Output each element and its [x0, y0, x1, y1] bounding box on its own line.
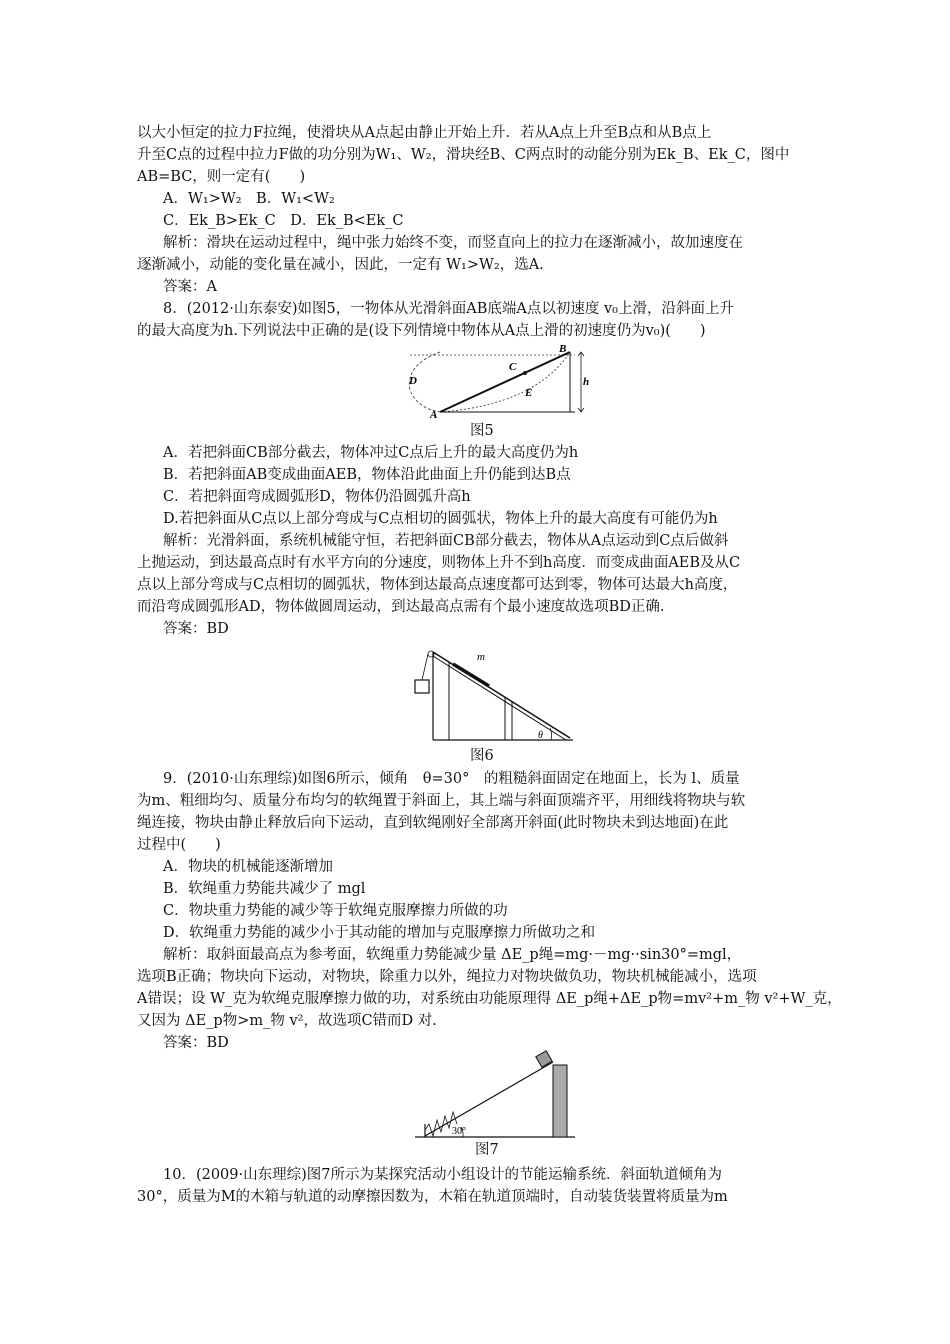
figure-5-label-b: B	[559, 343, 567, 355]
q7-text-line-2: 升至C点的过程中拉力F做的功分别为W₁、W₂，滑块经B、C两点时的动能分别为Ek_B、Ek_C，图中	[137, 147, 790, 163]
figure-5-label-e: E	[525, 387, 533, 399]
figure-5-label-a: A	[430, 409, 438, 420]
q8-analysis-4: 而沿弯成圆弧形AD，物体做圆周运动，到达最高点需有个最小速度故选项BD正确.	[137, 599, 665, 615]
q9-text-line-4: 过程中( )	[137, 837, 221, 853]
q9-analysis-3: A错误；设 W_克为软绳克服摩擦力做的功，对系统由功能原理得 ΔE_p绳+ΔE_p物=mv²+m_物 v²+W_克，	[137, 991, 842, 1007]
figure-5-label-h: h	[583, 376, 590, 388]
q7-options-cd: C．Ek_B>Ek_C D．Ek_B<Ek_C	[163, 213, 404, 229]
q8-option-c: C．若把斜面弯成圆弧形D，物体仍沿圆弧升高h	[163, 489, 471, 505]
figure-5-label-c: C	[509, 361, 517, 373]
q8-answer: 答案：BD	[163, 621, 229, 637]
q9-text-line-3: 绳连接，物块由静止释放后向下运动，直到软绳刚好全部离开斜面(此时物块未到达地面)在此	[137, 815, 729, 831]
q9-analysis-1: 解析：取斜面最高点为参考面，软绳重力势能减少量 ΔE_p绳=mg·－mg··sin30°=mgl，	[163, 947, 742, 963]
q9-option-c: C．物块重力势能的减少等于软绳克服摩擦力所做的功	[163, 903, 508, 919]
q7-text-line-3: AB=BC，则一定有( )	[137, 169, 306, 185]
q9-analysis-2: 选项B正确；物块向下运动，对物块，除重力以外，绳拉力对物块做负功，物块机械能减小，选项	[137, 969, 757, 985]
q9-option-d: D．软绳重力势能的减少小于其动能的增加与克服摩擦力所做功之和	[163, 925, 596, 941]
q8-analysis-1: 解析：光滑斜面，系统机械能守恒，若把斜面CB部分截去，物体从A点运动到C点后做斜	[163, 533, 729, 549]
q8-analysis-2: 上抛运动，到达最高点时有水平方向的分速度，则物体上升不到h高度．而变成曲面AEB及从C	[137, 555, 741, 571]
figure-5-caption: 图5	[470, 423, 494, 439]
figure-6-diagram	[405, 640, 575, 745]
q8-option-b: B．若把斜面AB变成曲面AEB，物体沿此曲面上升仍能到达B点	[163, 467, 571, 483]
q7-answer: 答案：A	[163, 279, 217, 295]
figure-7-angle-label: 30°	[452, 1126, 466, 1137]
q10-text-line-1: 10．(2009·山东理综)图7所示为某探究活动小组设计的节能运输系统．斜面轨道倾角为	[163, 1167, 722, 1183]
figure-6-caption: 图6	[470, 748, 494, 764]
q9-analysis-4: 又因为 ΔE_p物>m_物 v²，故选项C错而D 对.	[137, 1013, 437, 1029]
q9-answer: 答案：BD	[163, 1035, 229, 1051]
q9-option-b: B．软绳重力势能共减少了 mgl	[163, 881, 366, 897]
figure-6-label-m: m	[477, 651, 485, 663]
q8-text-line-2: 的最大高度为h.下列说法中正确的是(设下列情境中物体从A点上滑的初速度仍为v₀)( )	[137, 323, 706, 339]
q8-option-d: D.若把斜面从C点以上部分弯成与C点相切的圆弧状，物体上升的最大高度有可能仍为h	[163, 511, 718, 527]
q10-text-line-2: 30°，质量为M的木箱与轨道的动摩擦因数为，木箱在轨道顶端时，自动装货装置将质量为m	[137, 1189, 728, 1205]
figure-5-diagram	[395, 340, 595, 420]
figure-7-caption: 图7	[475, 1142, 499, 1158]
figure-5-label-d: D	[409, 375, 417, 387]
q8-text-line-1: 8．(2012·山东泰安)如图5，一物体从光滑斜面AB底端A点以初速度 v₀上滑，沿斜面上升	[163, 301, 734, 317]
q7-analysis-1: 解析：滑块在运动过程中，绳中张力始终不变，而竖直向上的拉力在逐渐减小，故加速度在	[163, 235, 743, 251]
q7-options-ab: A．W₁>W₂ B．W₁<W₂	[163, 191, 335, 207]
q9-text-line-2: 为m、粗细均匀、质量分布均匀的软绳置于斜面上，其上端与斜面顶端齐平，用细线将物块与软	[137, 793, 746, 809]
q8-analysis-3: 点以上部分弯成与C点相切的圆弧状，物体到达最高点速度都可达到零，物体可达最大h高度，	[137, 577, 738, 593]
q8-option-a: A．若把斜面CB部分截去，物体冲过C点后上升的最大高度仍为h	[163, 445, 579, 461]
q9-text-line-1: 9．(2010·山东理综)如图6所示，倾角 θ=30° 的粗糙斜面固定在地面上，长为 l、质量	[163, 771, 740, 787]
q7-text-line-1: 以大小恒定的拉力F拉绳，使滑块从A点起由静止开始上升．若从A点上升至B点和从B点上	[137, 125, 712, 141]
q7-analysis-2: 逐渐减小，动能的变化量在减小，因此，一定有 W₁>W₂，选A.	[137, 257, 544, 273]
figure-6-label-theta: θ	[538, 730, 543, 741]
figure-7-diagram	[415, 1050, 575, 1140]
q9-option-a: A．物块的机械能逐渐增加	[163, 859, 333, 875]
